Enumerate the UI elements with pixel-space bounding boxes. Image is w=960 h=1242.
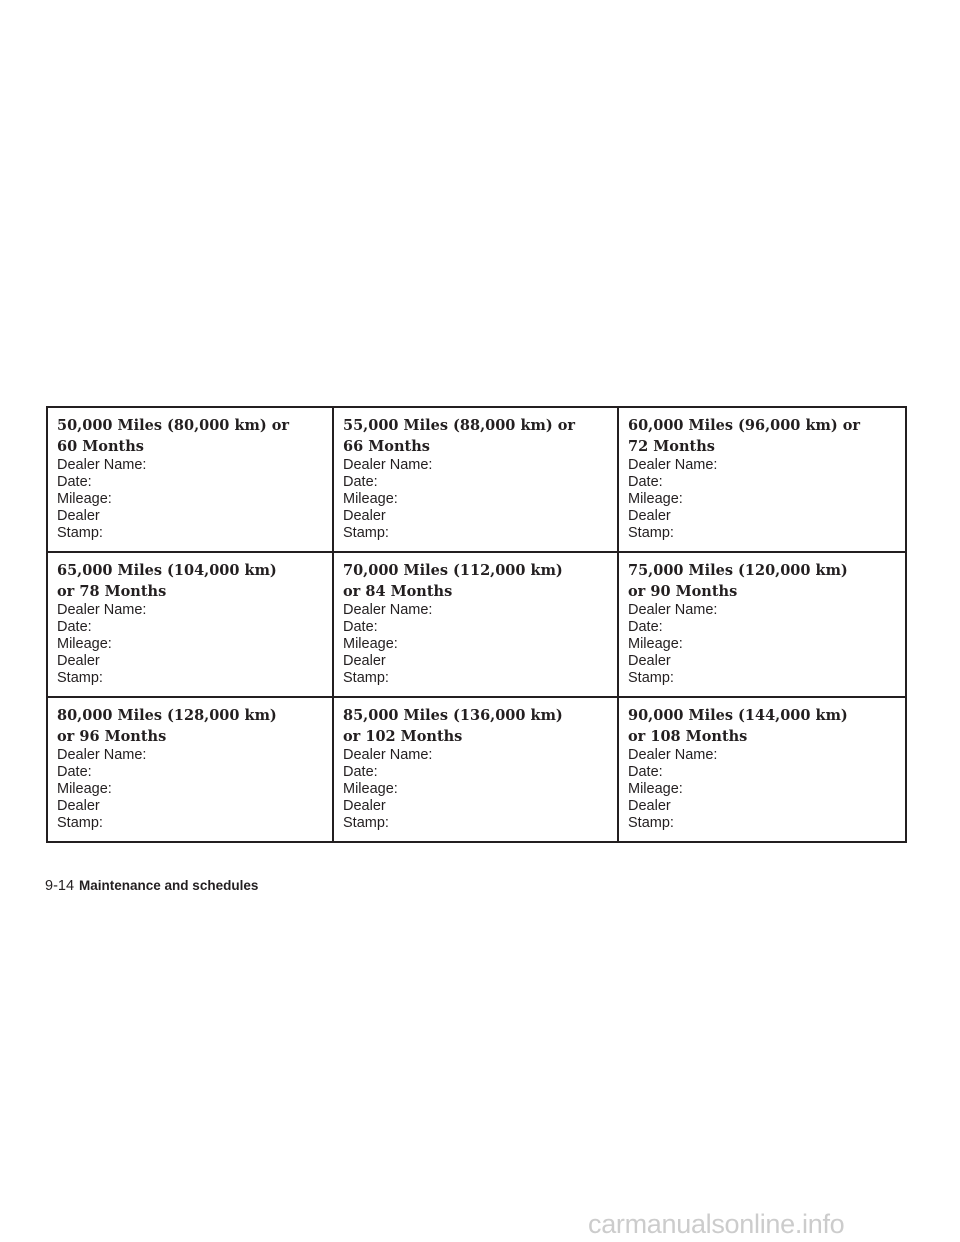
- mileage-label: Mileage:: [57, 781, 112, 797]
- watermark: carmanualsonline.info: [588, 1209, 845, 1239]
- maintenance-record-cell: [47, 697, 333, 842]
- stamp-label: Stamp:: [57, 815, 103, 831]
- service-interval-title: 70,000 Miles (112,000 km) or 84 Months: [343, 562, 563, 600]
- stamp-label: Stamp:: [343, 525, 389, 541]
- maintenance-record-cell: [618, 697, 906, 842]
- table-row: [47, 552, 906, 697]
- date-label: Date:: [57, 474, 92, 490]
- dealer-name-label: Dealer Name:: [628, 747, 718, 763]
- maintenance-log-table: [46, 406, 907, 843]
- dealer-label: Dealer: [628, 798, 671, 814]
- dealer-label: Dealer: [343, 508, 386, 524]
- date-label: Date:: [628, 474, 663, 490]
- date-label: Date:: [343, 474, 378, 490]
- maintenance-record-cell: [47, 407, 333, 552]
- mileage-label: Mileage:: [343, 491, 398, 507]
- mileage-label: Mileage:: [343, 781, 398, 797]
- table-row: [47, 697, 906, 842]
- dealer-label: Dealer: [343, 653, 386, 669]
- dealer-name-label: Dealer Name:: [343, 747, 433, 763]
- mileage-label: Mileage:: [628, 781, 683, 797]
- dealer-name-label: Dealer Name:: [57, 747, 147, 763]
- page-number: 9-14: [45, 878, 75, 894]
- dealer-label: Dealer: [57, 653, 100, 669]
- service-interval-title: 80,000 Miles (128,000 km) or 96 Months: [57, 707, 277, 745]
- date-label: Date:: [57, 619, 92, 635]
- date-label: Date:: [628, 764, 663, 780]
- dealer-name-label: Dealer Name:: [343, 457, 433, 473]
- dealer-name-label: Dealer Name:: [343, 602, 433, 618]
- stamp-label: Stamp:: [343, 670, 389, 686]
- dealer-label: Dealer: [628, 653, 671, 669]
- service-interval-title: 50,000 Miles (80,000 km) or 60 Months: [57, 417, 290, 455]
- stamp-label: Stamp:: [628, 670, 674, 686]
- stamp-label: Stamp:: [343, 815, 389, 831]
- service-interval-title: 65,000 Miles (104,000 km) or 78 Months: [57, 562, 277, 600]
- dealer-name-label: Dealer Name:: [628, 457, 718, 473]
- service-interval-title: 75,000 Miles (120,000 km) or 90 Months: [628, 562, 848, 600]
- dealer-label: Dealer: [57, 508, 100, 524]
- mileage-label: Mileage:: [57, 636, 112, 652]
- stamp-label: Stamp:: [57, 525, 103, 541]
- mileage-label: Mileage:: [57, 491, 112, 507]
- section-title: Maintenance and schedules: [79, 878, 259, 893]
- page-footer: [45, 877, 258, 895]
- dealer-label: Dealer: [57, 798, 100, 814]
- maintenance-record-cell: [618, 407, 906, 552]
- service-interval-title: 60,000 Miles (96,000 km) or 72 Months: [628, 417, 861, 455]
- date-label: Date:: [343, 619, 378, 635]
- dealer-name-label: Dealer Name:: [57, 602, 147, 618]
- service-interval-title: 85,000 Miles (136,000 km) or 102 Months: [343, 707, 563, 745]
- table-row: [47, 407, 906, 552]
- date-label: Date:: [57, 764, 92, 780]
- mileage-label: Mileage:: [628, 636, 683, 652]
- maintenance-record-cell: [618, 552, 906, 697]
- stamp-label: Stamp:: [628, 815, 674, 831]
- maintenance-record-cell: [333, 697, 618, 842]
- service-interval-title: 90,000 Miles (144,000 km) or 108 Months: [628, 707, 848, 745]
- date-label: Date:: [343, 764, 378, 780]
- dealer-name-label: Dealer Name:: [628, 602, 718, 618]
- maintenance-record-cell: [333, 407, 618, 552]
- mileage-label: Mileage:: [343, 636, 398, 652]
- maintenance-record-cell: [333, 552, 618, 697]
- maintenance-record-cell: [47, 552, 333, 697]
- date-label: Date:: [628, 619, 663, 635]
- mileage-label: Mileage:: [628, 491, 683, 507]
- dealer-name-label: Dealer Name:: [57, 457, 147, 473]
- dealer-label: Dealer: [343, 798, 386, 814]
- service-interval-title: 55,000 Miles (88,000 km) or 66 Months: [343, 417, 576, 455]
- stamp-label: Stamp:: [57, 670, 103, 686]
- dealer-label: Dealer: [628, 508, 671, 524]
- stamp-label: Stamp:: [628, 525, 674, 541]
